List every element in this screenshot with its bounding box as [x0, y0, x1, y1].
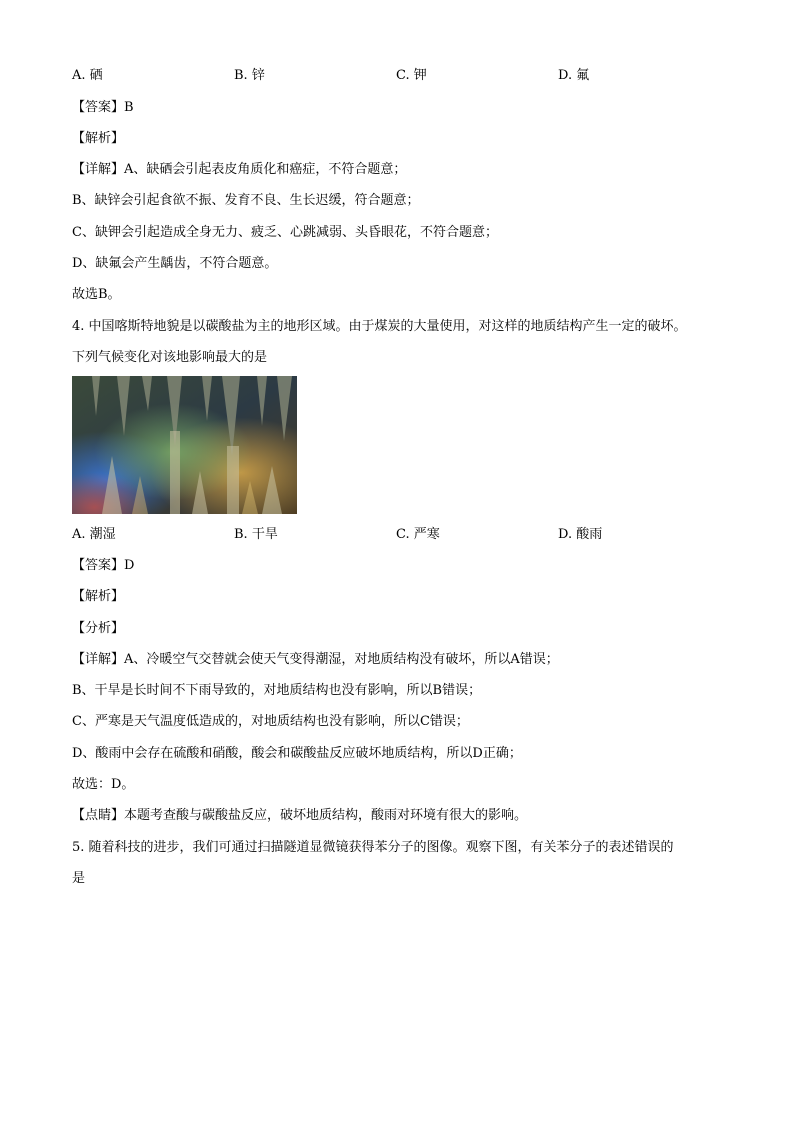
q4-answer: 【答案】D [72, 558, 135, 573]
q3-option-a: A. 硒 [72, 68, 103, 83]
q3-conclusion: 故选B。 [72, 287, 121, 302]
q3-option-c: C. 钾 [396, 68, 427, 83]
q3-option-d: D. 氟 [558, 68, 590, 83]
q4-option-d: D. 酸雨 [558, 527, 603, 542]
q4-fenxi-heading: 【分析】 [72, 621, 125, 636]
q3-option-b: B. 锌 [234, 68, 265, 83]
q3-detail-b: B、缺锌会引起食欲不振、发育不良、生长迟缓，符合题意； [72, 193, 420, 208]
q4-analysis-heading: 【解析】 [72, 589, 125, 604]
q4-option-b: B. 干旱 [234, 527, 278, 542]
q3-detail-c: C、缺钾会引起造成全身无力、疲乏、心跳减弱、头昏眼花，不符合题意； [72, 225, 498, 240]
q3-analysis-heading: 【解析】 [72, 131, 125, 146]
q4-detail-a: 【详解】A、冷暖空气交替就会使天气变得潮湿，对地质结构没有破坏，所以A错误； [72, 652, 559, 667]
q5-stem-line1: 5. 随着科技的进步，我们可通过扫描隧道显微镜获得苯分子的图像。观察下图，有关苯分子的表述错误的 [72, 840, 674, 855]
q4-stem-line1: 4. 中国喀斯特地貌是以碳酸盐为主的地形区域。由于煤炭的大量使用，对这样的地质结构产生一定的破坏。 [72, 319, 687, 334]
karst-cave-photo [72, 376, 297, 514]
q5-stem-line2: 是 [72, 871, 86, 886]
q4-detail-d: D、酸雨中会存在硫酸和硝酸，酸会和碳酸盐反应破坏地质结构，所以D正确； [72, 746, 522, 761]
q4-detail-b: B、干旱是长时间不下雨导致的，对地质结构也没有影响，所以B错误； [72, 683, 482, 698]
q4-comment: 【点睛】本题考查酸与碳酸盐反应，破坏地质结构，酸雨对环境有很大的影响。 [72, 808, 528, 823]
q4-conclusion: 故选：D。 [72, 777, 135, 792]
q4-option-a: A. 潮湿 [72, 527, 116, 542]
q3-detail-d: D、缺氟会产生龋齿，不符合题意。 [72, 256, 278, 271]
q4-option-c: C. 严寒 [396, 527, 440, 542]
q4-stem-line2: 下列气候变化对该地影响最大的是 [72, 350, 268, 365]
q3-detail-a: 【详解】A、缺硒会引起表皮角质化和癌症，不符合题意； [72, 162, 407, 177]
q4-detail-c: C、严寒是天气温度低造成的，对地质结构也没有影响，所以C错误； [72, 714, 469, 729]
q3-answer: 【答案】B [72, 100, 134, 115]
